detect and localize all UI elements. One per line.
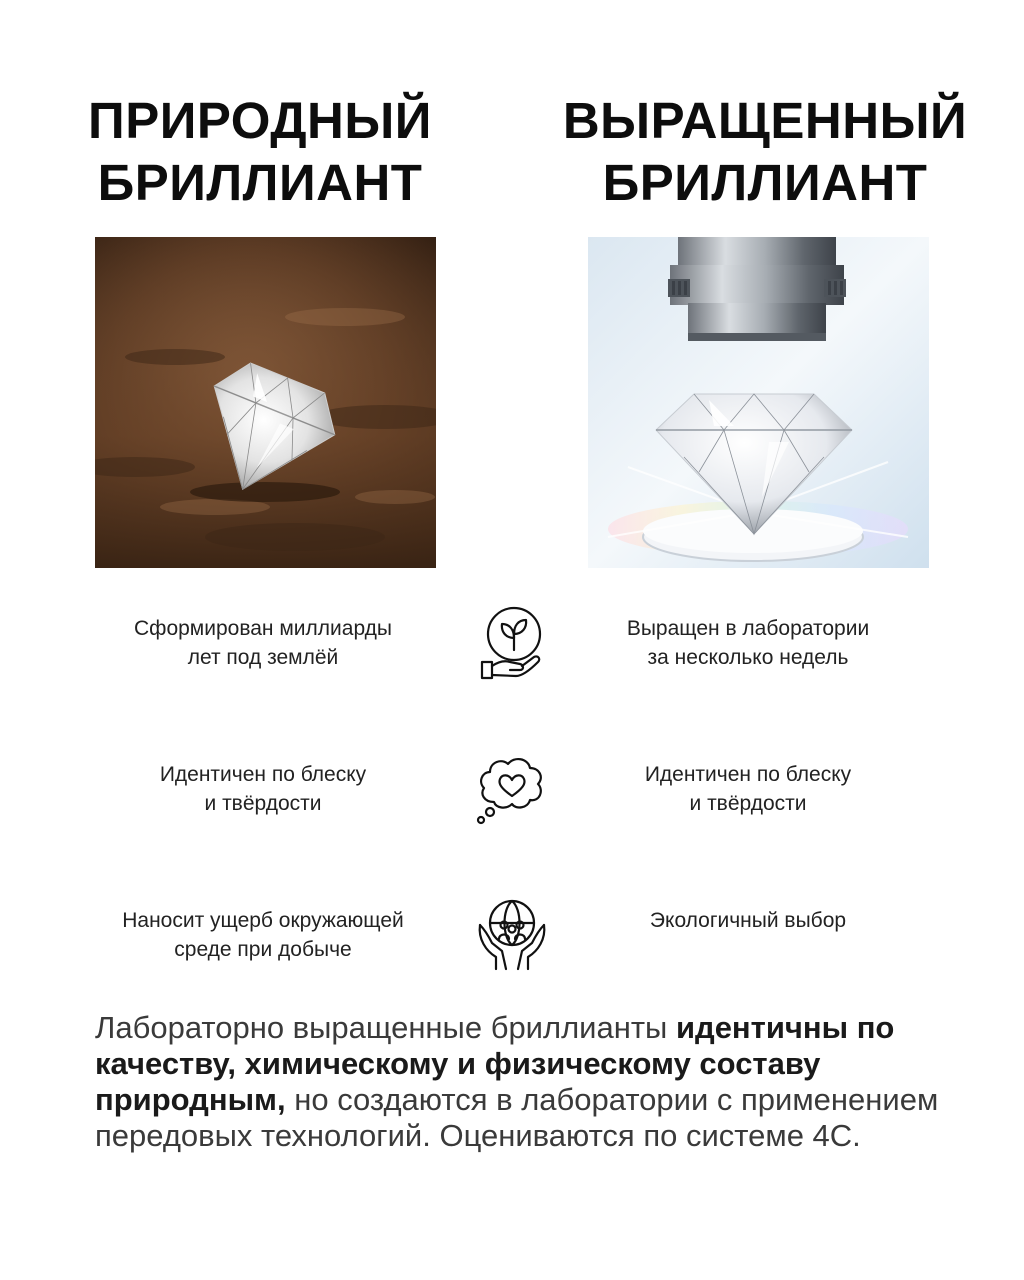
grown-title-line1: ВЫРАЩЕННЫЙ [562,92,968,149]
natural-origin-line1: Сформирован миллиарды [134,617,392,640]
hand-plant-icon [472,604,552,684]
natural-diamond-photo [95,237,436,568]
grown-origin-line2: за несколько недель [647,646,849,669]
natural-brilliance-line1: Идентичен по блеску [159,763,367,786]
grown-origin-text [568,614,928,672]
summary-paragraph [95,1010,975,1154]
summary-intro: Лабораторно выращенные бриллианты [95,1010,676,1045]
natural-origin-line2: лет под землёй [187,646,339,669]
natural-title-line1: ПРИРОДНЫЙ [88,92,432,149]
grown-brilliance-text [568,760,928,818]
grown-brilliance-line2: и твёрдости [689,792,807,815]
summary-outro: но создаются в лаборатории с применением передовых технологий. Оцениваются по системе 4С. [95,1082,939,1153]
grown-environment-line1: Экологичный выбор [649,909,847,932]
natural-title-line2: БРИЛЛИАНТ [97,154,423,211]
natural-brilliance-line2: и твёрдости [204,792,322,815]
natural-environment-text [83,906,443,964]
grown-title-line2: БРИЛЛИАНТ [602,154,928,211]
natural-origin-text [83,614,443,672]
lab-diamond-photo [588,237,929,568]
natural-environment-line2: среде при добыче [174,938,352,961]
summary-highlight: идентичны по качеству, химическому и физическому составу природным, [95,1010,895,1117]
grown-environment-text [568,906,928,935]
natural-brilliance-text [83,760,443,818]
grown-origin-line1: Выращен в лаборатории [626,617,870,640]
natural-environment-line1: Наносит ущерб окружающей [122,909,404,932]
hands-globe-people-icon [472,895,552,975]
grown-diamond-title [560,90,970,214]
grown-brilliance-line1: Идентичен по блеску [644,763,852,786]
heart-thought-bubble-icon [472,750,552,830]
natural-diamond-title [60,90,460,214]
